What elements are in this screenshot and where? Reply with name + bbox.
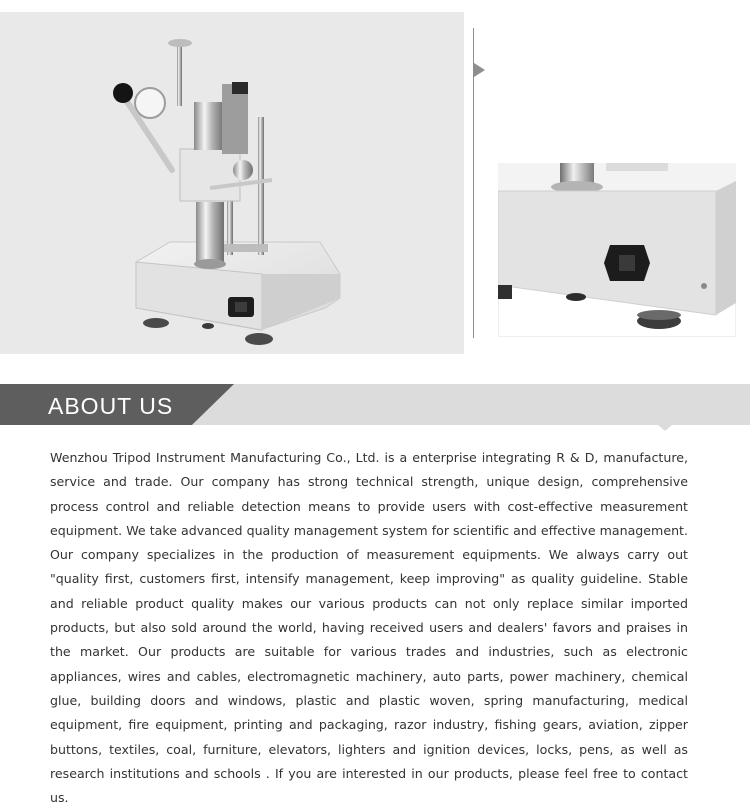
section-title: ABOUT US xyxy=(48,393,174,419)
about-paragraph: Wenzhou Tripod Instrument Manufacturing Co., Ltd. is a enterprise integrating R & D, manufacture, service and trade. Our company has strong technical strength, unique design, comprehensive process control and reliable detection means to provide users with cost-effective measurement equipment. We take advanced quality management system for scientific and effective management. Our company specializes in the production of measurement equipments. We always carry out "quality first, customers first, intensify management, keep improving" as quality guideline. Stable and reliable product quality makes our various products can not only replace similar imported products, but also sold around the world, having received users and dealers' favors and praises in the market. Our products are suitable for various trades and industries, such as electronic appliances, wires and cables, electromagnetic machinery, auto parts, power machinery, chemical glue, building doors and windows, plastic and plastic woven, spring manufacturing, medical equipment, fire equipment, printing and packaging, razor industry, fishing gears, aviation, zipper buttons, textiles, coal, furniture, elevators, lighters and ignition devices, locks, pens, as well as research institutions and schools . If you are interested in our products, please feel free to contact us. xyxy=(50,450,688,806)
arrow-right-icon xyxy=(474,63,485,77)
product-image-detail xyxy=(498,163,736,337)
hardness-tester-illustration xyxy=(0,12,464,354)
base-closeup-illustration xyxy=(498,163,736,337)
banner-notch-icon xyxy=(658,425,672,431)
product-image-main xyxy=(0,12,464,354)
